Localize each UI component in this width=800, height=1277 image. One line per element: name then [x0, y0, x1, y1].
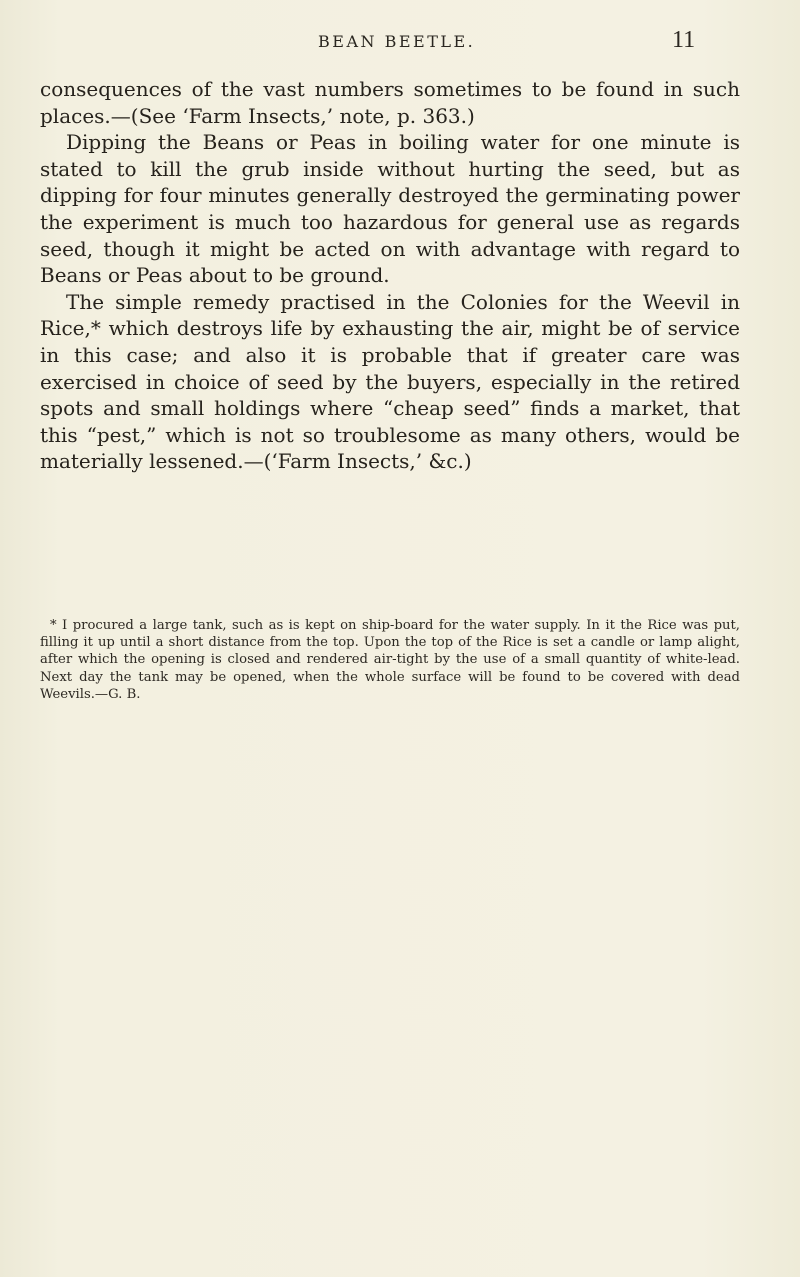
body-text: [40, 76, 740, 475]
footnote-text: * I procured a large tank, such as is kept on ship-board for the water supply. In it the Rice was put, filling it up until a short distance from the top. Upon the top of the Rice is set a candle or lamp alight, after which the opening is closed and rendered air-tight by the use of a small quantity of white-lead. Next day the tank may be opened, when the whole surface will be found to be covered with dead Weevils.—G. B.: [40, 618, 740, 702]
paragraph-remedy: The simple remedy practised in the Colonies for the Weevil in Rice,* which destroys life by exhausting the air, might be of service in this case; and also it is probable that if greater care was exercised in choice of seed by the buyers, especially in the retired spots and small holdings where “cheap seed” finds a market, that this “pest,” which is not so troublesome as many others, would be materially lessened.—(‘Farm Insects,’ &c.): [40, 289, 740, 474]
running-title: BEAN BEETLE.: [318, 32, 476, 51]
page-number: 11: [672, 27, 696, 53]
running-head: [0, 27, 800, 60]
paragraph-dipping: Dipping the Beans or Peas in boiling water for one minute is stated to kill the grub inside without hurting the seed, but as dipping for four minutes generally destroyed the germinating power the experiment is much too hazardous for general use as regards seed, though it might be acted on with advantage with regard to Beans or Peas about to be ground.: [40, 130, 740, 288]
footnote: [40, 617, 740, 703]
paragraph-continuation: consequences of the vast numbers sometimes to be found in such places.—(See ‘Farm Insects,’ note, p. 363.): [40, 77, 740, 128]
